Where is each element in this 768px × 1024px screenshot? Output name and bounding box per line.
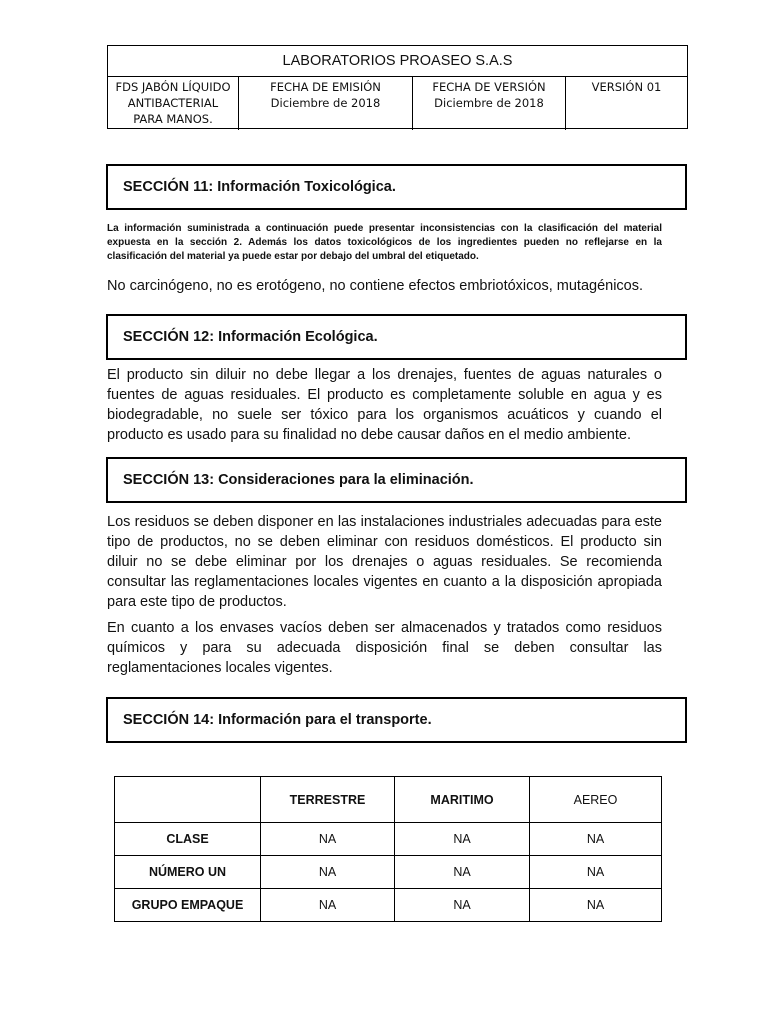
product-line-1: FDS JABÓN LÍQUIDO [115,80,231,94]
table-cell: NA [395,856,530,889]
version-date-cell [413,77,566,130]
section-11-note: La información suministrada a continuación puede presentar inconsistencias con la clasificación del material expuesta en la sección 2. Además los datos toxicológicos de los ingredientes pueden no reflejarse en la clasificación del material ya puede estar por debajo del umbral del etiquetado. [107,223,662,262]
section-14-title: SECCIÓN 14: Información para el transporte. [106,697,687,743]
emission-date: Diciembre de 2018 [270,96,381,110]
emission-label: FECHA DE EMISIÓN [270,80,381,94]
company-name: LABORATORIOS PROASEO S.A.S [108,46,687,77]
row-label-numero-un: NÚMERO UN [115,856,261,889]
table-row [115,889,662,922]
table-cell: NA [530,823,662,856]
product-line-2: ANTIBACTERIAL [127,96,219,110]
table-cell: NA [530,889,662,922]
table-row [115,823,662,856]
product-line-3: PARA MANOS. [133,112,213,126]
row-label-clase: CLASE [115,823,261,856]
table-cell: NA [261,856,395,889]
version-number: VERSIÓN 01 [591,80,662,94]
emission-date-cell [239,77,413,130]
table-cell: NA [530,856,662,889]
document-header [107,45,688,129]
version-date-label: FECHA DE VERSIÓN [432,80,546,94]
column-header-terrestre: TERRESTRE [261,777,395,823]
section-11-text: No carcinógeno, no es erotógeno, no contiene efectos embriotóxicos, mutagénicos. [107,278,644,294]
table-row [115,856,662,889]
column-header-maritimo: MARITIMO [395,777,530,823]
section-13-text-1: Los residuos se deben disponer en las instalaciones industriales adecuadas para este tipo de productos, no se deben eliminar con residuos domésticos. El producto sin diluir no se debe eliminar por los drenajes o aguas residuales. Se recomienda consultar las reglamentaciones locales vigentes en cuanto a la disposición apropiada para este tipo de productos. [107,514,662,610]
section-12-title: SECCIÓN 12: Información Ecológica. [106,314,687,360]
table-cell: NA [395,889,530,922]
version-cell [566,77,687,130]
section-13-title: SECCIÓN 13: Consideraciones para la eliminación. [106,457,687,503]
column-header-aereo: AEREO [530,777,662,823]
product-name-cell [108,77,239,130]
table-cell: NA [261,823,395,856]
section-13-text-2: En cuanto a los envases vacíos deben ser almacenados y tratados como residuos químicos y para su adecuada disposición final se deben consultar las reglamentaciones locales vigentes. [107,620,662,676]
table-cell: NA [395,823,530,856]
section-12-text: El producto sin diluir no debe llegar a los drenajes, fuentes de aguas naturales o fuentes de aguas residuales. El producto es completamente soluble en agua y es biodegradable, no suele ser tóxico para los organismos acuáticos y cuando el producto es usado para su finalidad no debe causar daños en el medio ambiente. [107,367,662,443]
empty-corner-cell [115,777,261,823]
row-label-grupo-empaque: GRUPO EMPAQUE [115,889,261,922]
table-cell: NA [261,889,395,922]
version-date: Diciembre de 2018 [434,96,544,110]
section-11-title: SECCIÓN 11: Información Toxicológica. [106,164,687,210]
transport-table [114,776,662,922]
